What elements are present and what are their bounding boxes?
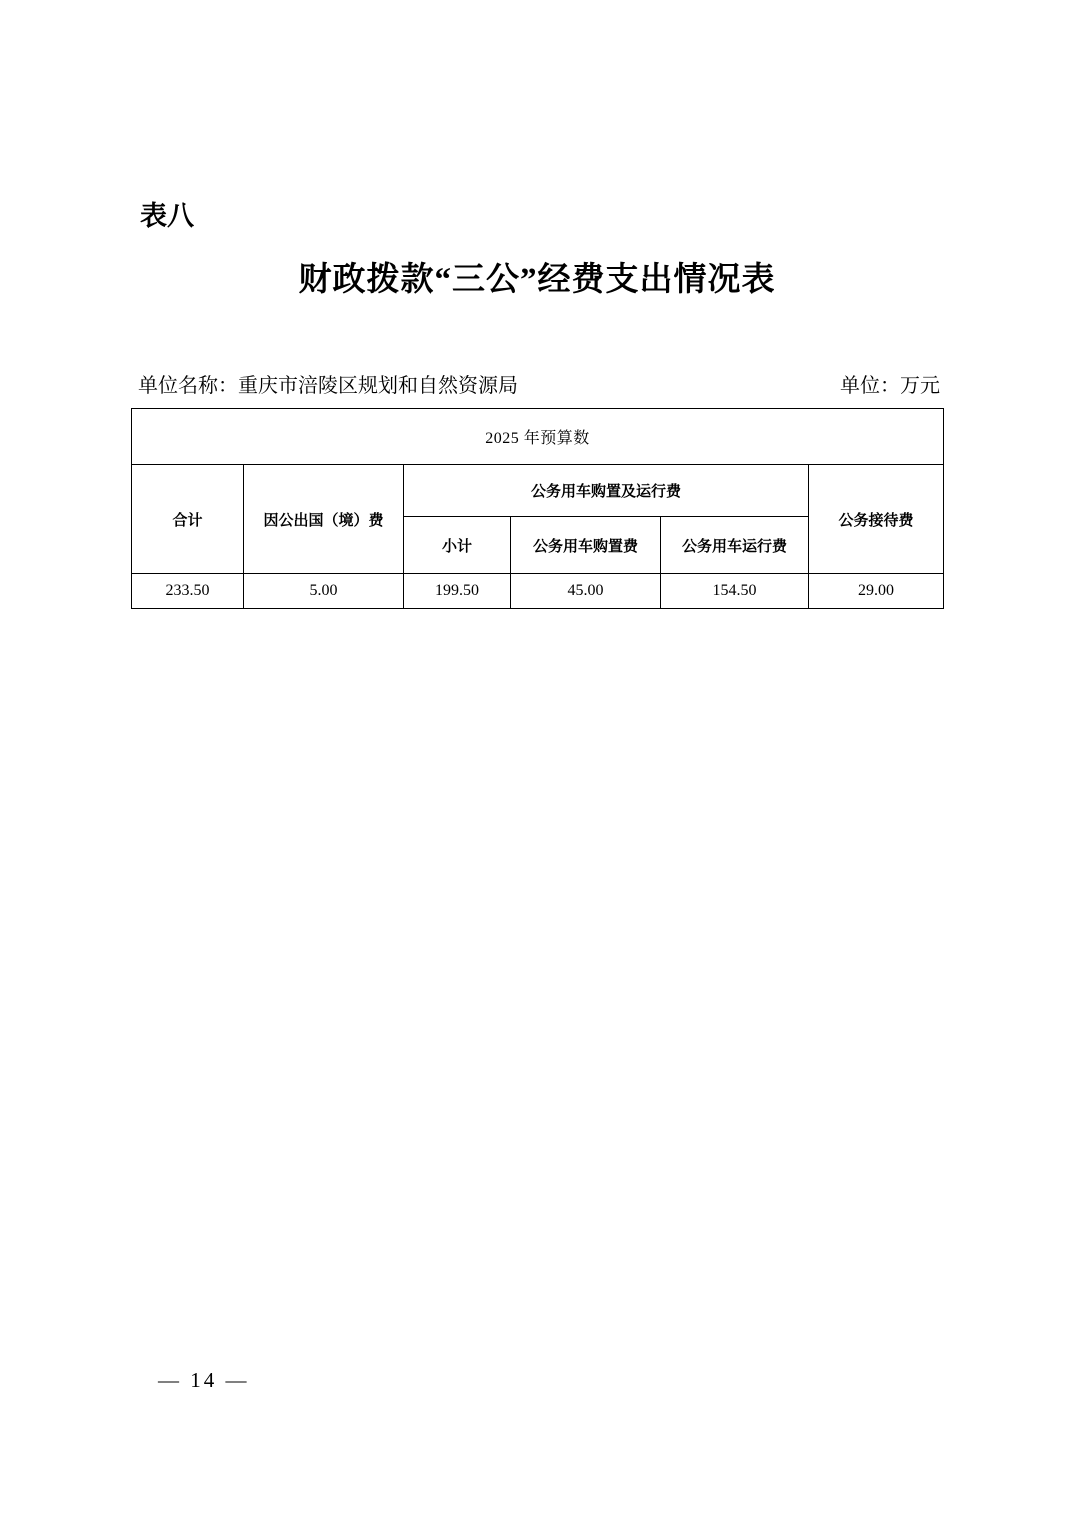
table-header-abroad: 因公出国（境）费 xyxy=(244,465,404,574)
value-total: 233.50 xyxy=(132,574,244,609)
table-data-row xyxy=(132,574,944,609)
table-header-reception: 公务接待费 xyxy=(809,465,944,574)
unit-of-measure: 单位：万元 xyxy=(840,375,940,397)
table-year-row xyxy=(132,409,944,465)
table-header-vehicle-operation: 公务用车运行费 xyxy=(661,517,809,574)
table-header-vehicle-purchase: 公务用车购置费 xyxy=(511,517,661,574)
value-abroad: 5.00 xyxy=(244,574,404,609)
table-meta-row xyxy=(138,369,940,398)
page-title: 财政拨款“三公”经费支出情况表 xyxy=(298,262,776,298)
table-header-total: 合计 xyxy=(132,465,244,574)
value-vehicle-operation: 154.50 xyxy=(661,574,809,609)
value-vehicle-subtotal: 199.50 xyxy=(404,574,511,609)
expense-table xyxy=(131,408,944,609)
table-header-vehicle-group: 公务用车购置及运行费 xyxy=(404,465,809,517)
table-label: 表八 xyxy=(140,201,194,231)
table-header-row-top xyxy=(132,465,944,517)
table-header-year: 2025 年预算数 xyxy=(132,409,944,465)
page-number: — 14 — xyxy=(158,1368,250,1392)
value-reception: 29.00 xyxy=(809,574,944,609)
table-header-vehicle-subtotal: 小计 xyxy=(404,517,511,574)
unit-name: 单位名称：重庆市涪陵区规划和自然资源局 xyxy=(138,375,518,397)
value-vehicle-purchase: 45.00 xyxy=(511,574,661,609)
